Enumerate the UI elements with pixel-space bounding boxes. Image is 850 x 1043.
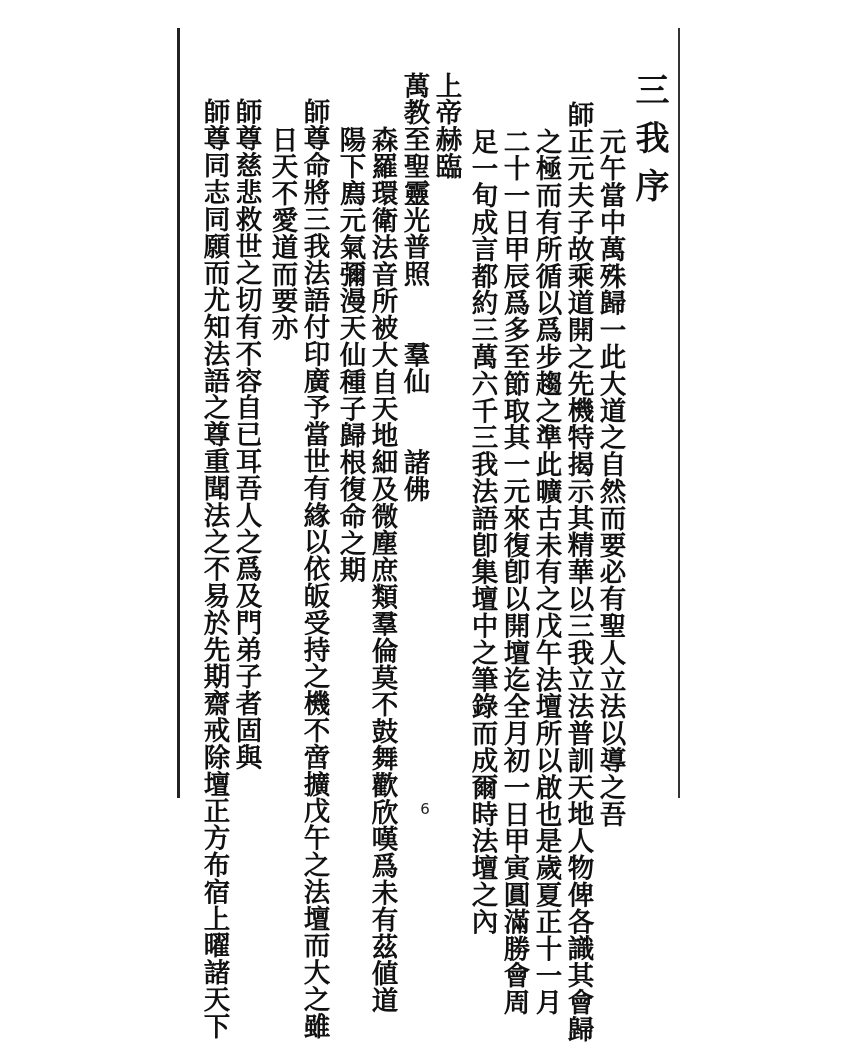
text-column: 元午當中萬殊歸一此大道之自然而要必有聖人立法以導之吾 — [594, 128, 626, 828]
text-column: 陽下廌元氣彌漫天仙種子歸根復命之期 — [334, 126, 366, 584]
text-column: 師正元夫子故乘道開之先機特揭示其精華以三我立法普訓天地人物俾各識其會歸 — [562, 101, 594, 1043]
text-column: 師尊慈悲救世之切有不容自已耳吾人之爲及門弟子者固與 — [230, 98, 262, 771]
text-column: 森羅環衛法音所被大自天地細及微塵庶類羣倫莫不鼓舞歡欣嘆爲未有茲値道 — [366, 126, 398, 1014]
document-page — [177, 28, 680, 1043]
text-column: 二十一日甲辰爲多至節取其一元來復卽以開壇迄全月初一日甲寅圓滿勝會周 — [498, 128, 530, 1016]
text-column: 之極而有所循以爲步趨之準此曠古未有之戊午法壇所以啟也是歲夏正十一月 — [530, 128, 562, 1016]
text-column: 師尊同志同願而尤知法語之尊重聞法之不易於先期齋戒除壇正方布宿上曜諸天下 — [198, 98, 230, 1040]
text-column: 日天不愛道而要亦 — [266, 126, 298, 342]
text-column: 師尊命將三我法語付印廣予當世有緣以依皈受持之機不啻擴戊午之法壇而大之雖 — [298, 98, 330, 1040]
text-column: 足一旬成言都約三萬六千三我法語卽集壇中之筆錄而成爾時法壇之內 — [466, 128, 498, 935]
text-column: 萬教至聖靈光普照 羣仙 諸佛 — [398, 72, 430, 503]
text-column: 上帝赫臨 — [430, 72, 462, 180]
section-title: 三我序 — [629, 72, 669, 216]
page-number: 6 — [420, 800, 430, 818]
